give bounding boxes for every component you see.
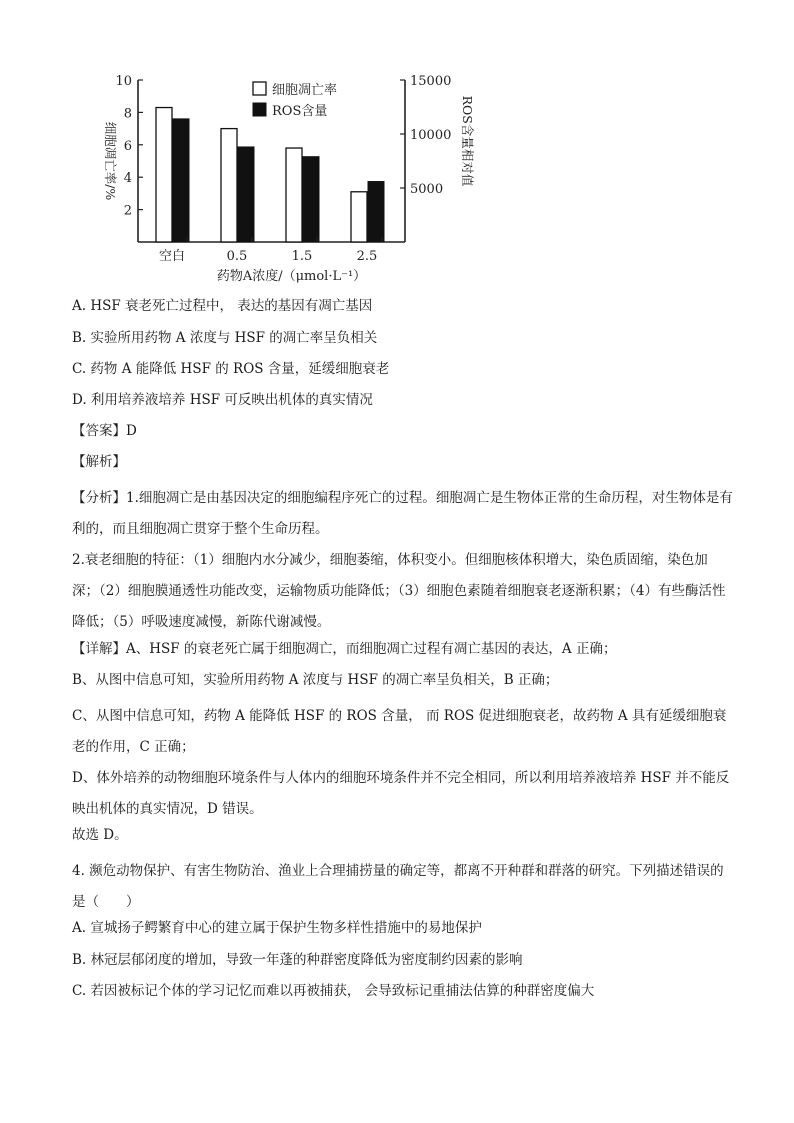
analysis-heading: 【解析】 [72, 454, 126, 470]
analysis-p1 [72, 483, 734, 545]
x-tick-label: 2.5 [356, 249, 378, 264]
bar-ros [238, 147, 254, 242]
y-tick-label: 10 [115, 74, 132, 89]
y2-tick-label: 5000 [410, 182, 444, 197]
analysis-tag: 【分析】 [72, 490, 126, 506]
detail-a-line [72, 639, 734, 659]
chart-svg [95, 70, 495, 285]
option-c: C. 药物 A 能降低 HSF 的 ROS 含量，延缓细胞衰老 [72, 361, 390, 377]
bar-chart [95, 70, 495, 285]
answer-value: D [126, 423, 137, 439]
y-tick-label: 6 [123, 138, 132, 154]
y-tick-label: 2 [123, 203, 132, 219]
y-axis-title: 细胞凋亡率/% [103, 121, 118, 201]
legend-swatch-ros [253, 103, 266, 116]
detail-b: B、从图中信息可知，实验所用药物 A 浓度与 HSF 的凋亡率呈负相关，B 正确； [72, 672, 559, 688]
detail-d: D、体外培养的动物细胞环境条件与人体内的细胞环境条件并不完全相同，所以利用培养液培养 HSF 并不能反映出机体的真实情况，D 错误。 [72, 770, 730, 817]
detail-a: A、HSF 的衰老死亡属于细胞凋亡，而细胞凋亡过程有凋亡基因的表达，A 正确； [126, 641, 617, 657]
bar-ros [303, 157, 319, 242]
bar-apoptosis [221, 129, 237, 242]
x-tick-label: 1.5 [291, 249, 313, 264]
y-tick-label: 8 [123, 106, 132, 122]
legend-swatch-apoptosis [253, 82, 266, 95]
y2-axis-title: ROS含量相对值 [460, 95, 475, 187]
bar-ros [368, 182, 384, 242]
q4-option-c: C. 若因被标记个体的学习记忆而难以再被捕获， 会导致标记重捕法估算的种群密度偏大 [72, 983, 595, 999]
option-d: D. 利用培养液培养 HSF 可反映出机体的真实情况 [72, 392, 373, 408]
bar-apoptosis [156, 108, 172, 242]
y-tick-label: 4 [123, 171, 132, 187]
q4-option-b: B. 林冠层郁闭度的增加，导致一年蓬的种群密度降低为密度制约因素的影响 [72, 952, 523, 968]
q4-stem: 4. 濒危动物保护、有害生物防治、渔业上合理捕捞量的确定等，都离不开种群和群落的研究。下列描述错误的是（ ） [72, 863, 724, 910]
q4-option-a: A. 宣城扬子鳄繁育中心的建立属于保护生物多样性措施中的易地保护 [72, 920, 482, 936]
bar-apoptosis [351, 192, 367, 242]
answer-tag: 【答案】 [72, 423, 126, 439]
option-a: A. HSF 衰老死亡过程中， 表达的基因有凋亡基因 [72, 298, 373, 314]
analysis-p1-text: 1.细胞凋亡是由基因决定的细胞编程序死亡的过程。细胞凋亡是生物体正常的生命历程，对生物体是有利的，而且细胞凋亡贯穿于整个生命历程。 [72, 490, 733, 537]
answer-line [72, 421, 734, 441]
analysis-p2: 2.衰老细胞的特征：（1）细胞内水分减少，细胞萎缩，体积变小。但细胞核体积增大，染色质固缩，染色加深；（2）细胞膜通透性功能改变，运输物质功能降低；（3）细胞色素随着细胞衰老逐渐积累；（4）有些酶活性降低；（5）呼吸速度减慢，新陈代谢减慢。 [72, 552, 726, 630]
option-b: B. 实验所用药物 A 浓度与 HSF 的凋亡率呈负相关 [72, 330, 378, 346]
bar-ros [173, 119, 189, 242]
bar-apoptosis [286, 148, 302, 242]
y2-tick-label: 15000 [410, 74, 452, 89]
detail-conclusion: 故选 D。 [72, 827, 128, 843]
legend-label-apoptosis: 细胞凋亡率 [272, 83, 338, 98]
x-tick-label: 空白 [158, 249, 186, 264]
detail-tag: 【详解】 [72, 641, 126, 657]
x-axis-title: 药物A浓度/（μmol·L⁻¹） [216, 269, 367, 284]
y2-tick-label: 10000 [410, 128, 452, 143]
legend-label-ros: ROS含量 [272, 104, 328, 119]
detail-c: C、从图中信息可知，药物 A 能降低 HSF 的 ROS 含量， 而 ROS 促进细胞衰老，故药物 A 具有延缓细胞衰老的作用，C 正确； [72, 708, 727, 755]
x-tick-label: 0.5 [226, 249, 248, 264]
